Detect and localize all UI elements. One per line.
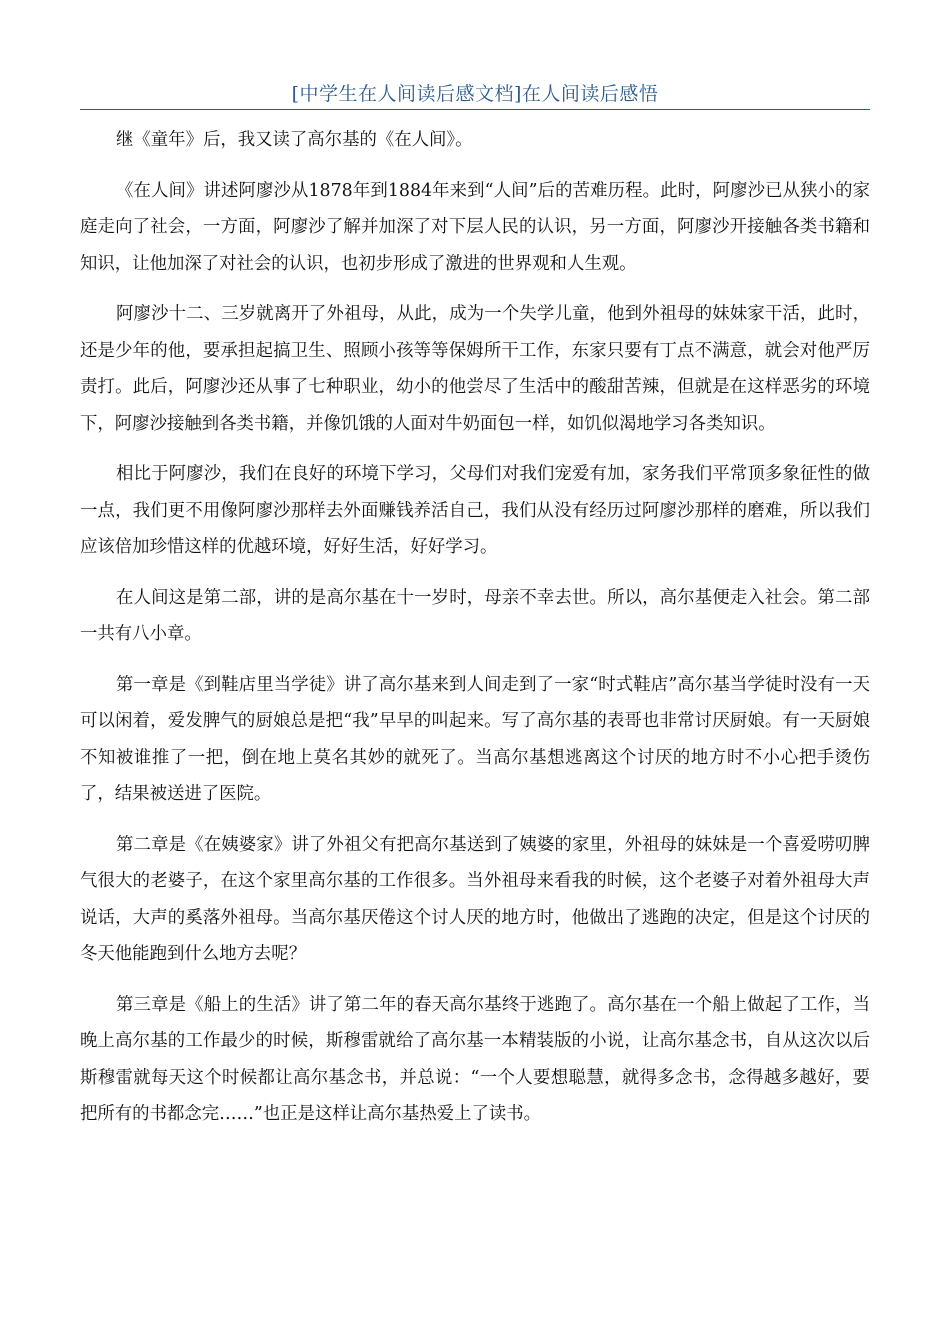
paragraph: 第二章是《在姨婆家》讲了外祖父有把高尔基送到了姨婆的家里，外祖母的妹妹是一个喜爱唠叨脾气很大的老婆子，在这个家里高尔基的工作很多。当外祖母来看我的时候，这个老婆子对着外祖母大声说话，大声的奚落外祖母。当高尔基厌倦这个讨人厌的地方时，他做出了逃跑的决定，但是这个讨厌的冬天他能跑到什么地方去呢？ [80, 834, 870, 964]
paragraph: 第一章是《到鞋店里当学徒》讲了高尔基来到人间走到了一家“时式鞋店”高尔基当学徒时没有一天可以闲着，爱发脾气的厨娘总是把“我”早早的叫起来。写了高尔基的表哥也非常讨厌厨娘。有一天厨娘不知被谁推了一把，倒在地上莫名其妙的就死了。当高尔基想逃离这个讨厌的地方时不小心把手烫伤了，结果被送进了医院。 [80, 674, 870, 804]
paragraph: 继《童年》后，我又读了高尔基的《在人间》。 [116, 130, 473, 150]
paragraph: 相比于阿廖沙，我们在良好的环境下学习，父母们对我们宠爱有加，家务我们平常顶多象征性的做一点，我们更不用像阿廖沙那样去外面赚钱养活自己，我们从没有经历过阿廖沙那样的磨难，所以我们应该倍加珍惜这样的优越环境，好好生活，好好学习。 [80, 464, 870, 557]
header-divider [80, 109, 870, 110]
document-header: [中学生在人间读后感文档]在人间读后感悟 [291, 83, 659, 105]
paragraph: 第三章是《船上的生活》讲了第二年的春天高尔基终于逃跑了。高尔基在一个船上做起了工作，当晚上高尔基的工作最少的时候，斯穆雷就给了高尔基一本精装版的小说，让高尔基念书，自从这次以后斯穆雷就每天这个时候都让高尔基念书，并总说：“一个人要想聪慧，就得多念书，念得越多越好，要把所有的书都念完……”也正是这样让高尔基热爱上了读书。 [80, 994, 870, 1124]
paragraph: 在人间这是第二部，讲的是高尔基在十一岁时，母亲不幸去世。所以，高尔基便走入社会。第二部一共有八小章。 [80, 587, 870, 644]
document-body [80, 122, 870, 1147]
paragraph: 《在人间》讲述阿廖沙从1878年到1884年来到“人间”后的苦难历程。此时，阿廖沙已从狭小的家庭走向了社会，一方面，阿廖沙了解并加深了对下层人民的认识，另一方面，阿廖沙开接触各类书籍和知识，让他加深了对社会的认识，也初步形成了激进的世界观和人生观。 [80, 180, 870, 274]
paragraph: 阿廖沙十二、三岁就离开了外祖母，从此，成为一个失学儿童，他到外祖母的妹妹家干活，此时，还是少年的他，要承担起搞卫生、照顾小孩等等保姆所干工作，东家只要有丁点不满意，就会对他严厉责打。此后，阿廖沙还从事了七种职业，幼小的他尝尽了生活中的酸甜苦辣，但就是在这样恶劣的环境下，阿廖沙接触到各类书籍，并像饥饿的人面对牛奶面包一样，如饥似渴地学习各类知识。 [80, 304, 870, 434]
